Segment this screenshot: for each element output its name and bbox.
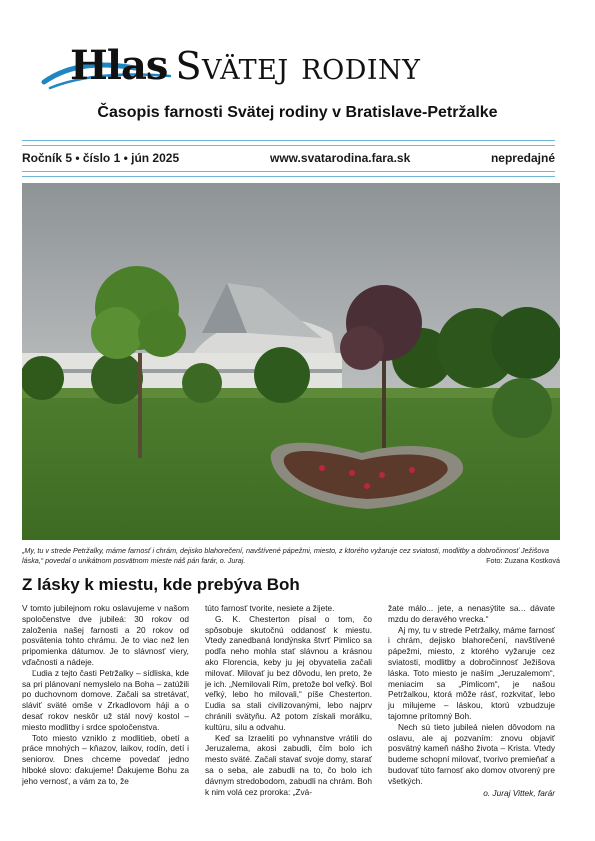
article-column-2 <box>205 603 372 797</box>
author-signature: o. Juraj Vittek, farár <box>483 787 555 798</box>
photo-credit: Foto: Zuzana Kostková <box>486 556 560 565</box>
article-column-3 <box>388 603 555 798</box>
paragraph: V tomto jubilejnom roku oslavujeme v našom spoločenstve dve jubileá: 30 rokov od založenia našej farnosti a 20 rokov od posvätenia tohto chrámu. Je to viac než len pripomienka dátumov. Je to slávnosť viery, vďačnosti a nádeje. <box>22 603 189 667</box>
masthead-name-part1: Hlas <box>70 42 168 89</box>
masthead-name-part2: Svätej rodiny <box>175 44 421 88</box>
top-rule <box>22 140 555 141</box>
price-note: nepredajné <box>490 151 555 165</box>
photo-caption <box>22 546 560 566</box>
church-photo <box>22 183 560 540</box>
bottom-rule-thin <box>22 176 555 177</box>
website-link[interactable]: www.svatarodina.fara.sk <box>270 151 411 165</box>
paragraph: žate málo... jete, a nenasýtite sa... dávate mzdu do deravého vrecka.“ <box>388 603 555 624</box>
paragraph: Nech sú tieto jubileá nielen dôvodom na oslavu, ale aj pozvaním: znovu objaviť posvätný kameň nášho života – Krista. Vtedy budeme schopní milovať, tvorivo premieňať a budovať túto farnosť ako domov otvorený pre všetkých. <box>388 721 555 786</box>
paragraph: Ľudia z tejto časti Petržalky – sídliska, kde sa pri plánovaní nemyslelo na Boha – zatúžili po duchovnom domove. Začali sa stretávať, sláviť sväté omše v Zrkadlovom háji a o desať rokov neskôr už stál nový kostol – miesto modlitby i srdce spoločenstva. <box>22 667 189 732</box>
masthead-title <box>70 42 421 89</box>
issue-info: Ročník 5 • číslo 1 • jún 2025 <box>22 151 180 165</box>
paragraph: túto farnosť tvorite, nesiete a žijete. <box>205 603 335 613</box>
article-column-1 <box>22 603 189 787</box>
paragraph: Keď sa Izraeliti po vyhnanstve vrátili do Jeruzalema, akosi zabudli, čím bolo ich mesto sväté. Začali stavať svoje domy, starať sa o seba, ale zabudli na to, čo bolo ich dávnym stredobodom, zabudli na chrám. Boh k nim volá cez proroka: „Zvá- <box>205 732 372 797</box>
caption-text: „My, tu v strede Petržalky, máme farnosť i chrám, dejisko blahorečení, navštívené pápežmi, miesto, z ktorého vyžaruje cez sviatosti, modlitby a dobročinnosť Ježišova láska,“ povedal o unikátnom posvätnom mieste náš pán farár, o. Juraj. <box>22 546 549 565</box>
top-rule-thin <box>22 145 555 146</box>
bottom-rule <box>22 171 555 172</box>
paragraph: G. K. Chesterton písal o tom, čo spôsobuje skutočnú oddanosť k miestu. Vtedy zanedbaná londýnska štvrť Pimlico sa podľa neho mohla stať slávnou a krásnou ako Florencia, keby ju jej obyvatelia začali milovať. Milovať ju bez dôvodu, len preto, že je ich. „Nemilovali Rím, pretože bol veľký. Bol veľký, lebo ho milovali,“ píše Chesterton. Ľudia sa stali civilizovanými, lebo najprv chránili svätyňu. Až potom získali morálku, kultúru, silu a odvahu. <box>205 613 372 732</box>
paragraph: Aj my, tu v strede Petržalky, máme farnosť i chrám, dejisko blahorečení, navštívené pápežmi, miesto, z ktorého vyžaruje cez sviatosti, modlitby a dobročinnosť Ježišova láska. Toto miesto je naším „Jeruzalemom“, meniacim sa „Pimlicom“, je našou Petržalkou, ktorá môže rásť, rozkvitať, lebo ju milujeme – láskou, ktorú vzbudzuje tajomne prítomný Boh. <box>388 624 555 721</box>
article-headline: Z lásky k miestu, kde prebýva Boh <box>22 575 300 594</box>
paragraph: Toto miesto vzniklo z modlitieb, obetí a práce mnohých – kňazov, laikov, rodín, detí i seniorov. Dnes chceme povedať jedno hlboké slovo: ďakujeme! Ďakujeme Bohu za jeho vernosť, a vám za to, že <box>22 732 189 786</box>
masthead <box>0 40 595 100</box>
masthead-subtitle: Časopis farnosti Svätej rodiny v Bratislave-Petržalke <box>97 104 498 121</box>
issue-bar <box>22 151 555 167</box>
